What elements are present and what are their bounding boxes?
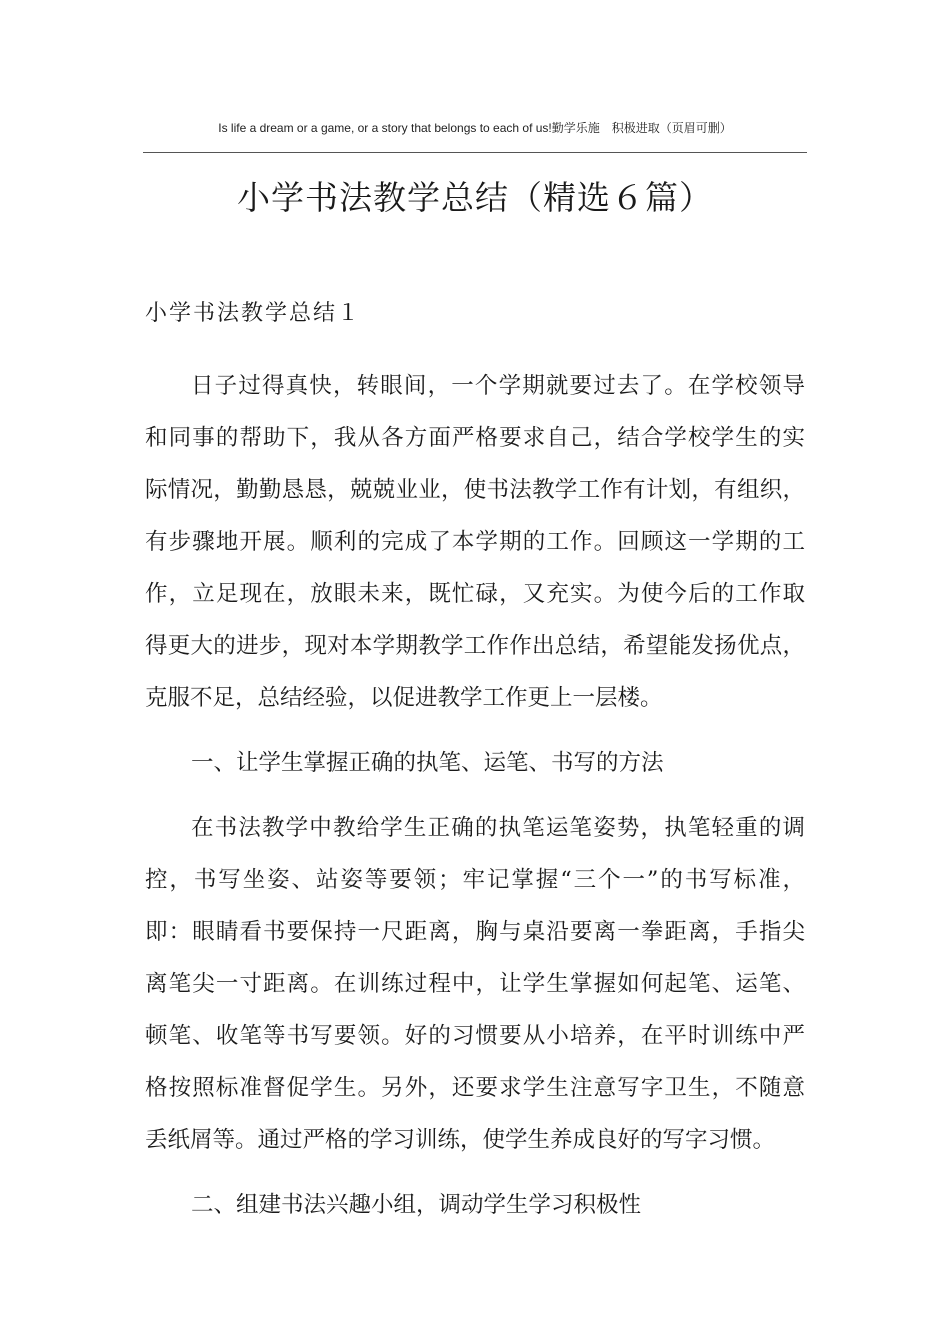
document-title: 小学书法教学总结（精选６篇） bbox=[237, 178, 713, 217]
paragraph-line: 作，立足现在，放眼未来，既忙碌，又充实。为使今后的工作取 bbox=[145, 581, 805, 607]
paragraph-line: 和同事的帮助下，我从各方面严格要求自己，结合学校学生的实 bbox=[145, 425, 805, 451]
paragraph-intro bbox=[145, 360, 805, 724]
subheading-line: 一、让学生掌握正确的执笔、运笔、书写的方法 bbox=[191, 750, 664, 776]
document-body bbox=[145, 360, 805, 1231]
paragraph-line: 有步骤地开展。顺利的完成了本学期的工作。回顾这一学期的工 bbox=[145, 529, 805, 555]
paragraph-line: 顿笔、收笔等书写要领。好的习惯要从小培养，在平时训练中严 bbox=[145, 1023, 805, 1049]
subheading-two bbox=[145, 1179, 805, 1231]
paragraph-line: 克服不足，总结经验，以促进教学工作更上一层楼。 bbox=[145, 685, 663, 711]
paragraph-line: 丢纸屑等。通过严格的学习训练，使学生养成良好的写字习惯。 bbox=[145, 1127, 776, 1153]
paragraph-line: 离笔尖一寸距离。在训练过程中，让学生掌握如何起笔、运笔、 bbox=[145, 971, 805, 997]
section-heading: 小学书法教学总结１ bbox=[145, 301, 362, 326]
header-divider bbox=[143, 152, 807, 153]
paragraph-line: 即：眼睛看书要保持一尺距离，胸与桌沿要离一拳距离，手指尖 bbox=[145, 919, 805, 945]
paragraph-method bbox=[145, 802, 805, 1166]
paragraph-line: 在书法教学中教给学生正确的执笔运笔姿势，执笔轻重的调 bbox=[191, 815, 805, 841]
paragraph-line: 格按照标准督促学生。另外，还要求学生注意写字卫生，不随意 bbox=[145, 1075, 805, 1101]
paragraph-line: 控，书写坐姿、站姿等要领；牢记掌握“三个一”的书写标准， bbox=[145, 867, 805, 893]
page-header: Is life a dream or a game, or a story that belongs to each of us!勤学乐施 积极进取（页眉可删） bbox=[218, 121, 732, 135]
paragraph-line: 日子过得真快，转眼间，一个学期就要过去了。在学校领导 bbox=[191, 373, 805, 399]
paragraph-line: 得更大的进步，现对本学期教学工作作出总结，希望能发扬优点， bbox=[145, 633, 805, 659]
subheading-one bbox=[145, 737, 805, 789]
subheading-line: 二、组建书法兴趣小组，调动学生学习积极性 bbox=[191, 1192, 642, 1218]
paragraph-line: 际情况，勤勤恳恳，兢兢业业，使书法教学工作有计划，有组织， bbox=[145, 477, 805, 503]
